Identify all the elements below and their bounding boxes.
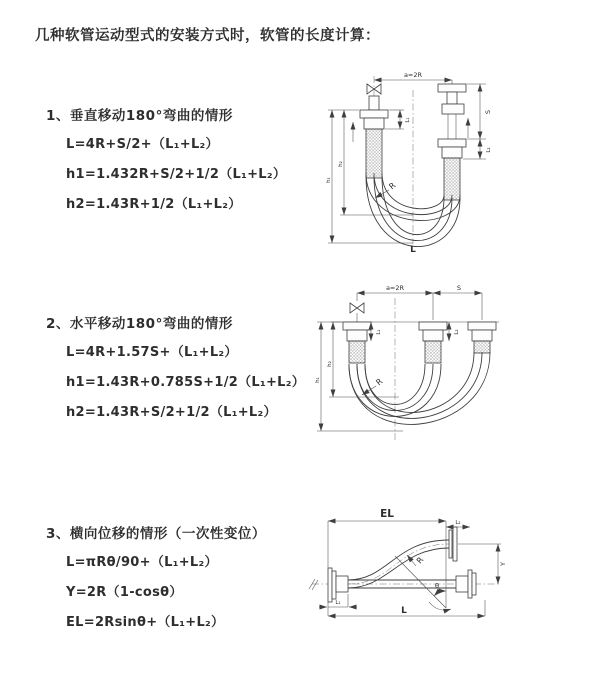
break-mark (309, 579, 318, 590)
dim-l2-label: L₂ (455, 520, 461, 526)
section-lateral-displacement (46, 522, 266, 638)
dimension-l (328, 600, 485, 616)
dim-s-label: S (456, 284, 462, 292)
right-flange (456, 570, 476, 598)
radius-callout (362, 377, 385, 395)
left-fitting (360, 96, 388, 178)
dim-s-label: S (484, 109, 492, 115)
dimension-l1 (371, 322, 382, 341)
diagram-lateral-displacement (298, 496, 598, 664)
right-fitting-lower (438, 139, 466, 200)
dim-h2-label: h₂ (338, 161, 344, 167)
diagram-vertical-180-bend (306, 64, 596, 256)
length-label: L (401, 606, 407, 616)
braided-hose-section (366, 129, 382, 178)
dim-y-label: Y (499, 562, 507, 566)
braided-hose-section (444, 158, 460, 200)
left-flange (328, 568, 348, 602)
section-1-heading: 1、垂直移动180°弯曲的情形 (46, 108, 233, 124)
formula-l: L=πRθ/90+（L₁+L₂） (66, 555, 218, 570)
dim-a-label: a=2R (385, 284, 405, 292)
section-2-heading: 2、水平移动180°弯曲的情形 (46, 316, 233, 332)
dim-el-label: EL (380, 508, 394, 520)
formula-l: L=4R+1.57S+（L₁+L₂） (66, 345, 238, 360)
section-vertical-movement (46, 104, 286, 220)
valve-icon (350, 303, 364, 313)
formula-el: EL=2Rsinθ+（L₁+L₂） (66, 615, 225, 630)
dimension-l2 (446, 520, 470, 527)
left-fitting (343, 322, 371, 363)
formula-h2: h2=1.43R+1/2（L₁+L₂） (66, 197, 242, 212)
radius-label: R (414, 555, 426, 566)
radius-callout (375, 181, 398, 198)
curved-hose (348, 540, 449, 588)
dimension-l1 (385, 110, 411, 129)
angle-label: θ (435, 582, 439, 590)
formula-h2: h2=1.43R+S/2+1/2（L₁+L₂） (66, 405, 277, 420)
formula-l: L=4R+S/2+（L₁+L₂） (66, 137, 219, 152)
braided-hose-section (425, 341, 441, 363)
braided-hose-section (349, 341, 365, 363)
dim-l2-label: L₂ (454, 329, 460, 335)
formula-h1: h1=1.432R+S/2+1/2（L₁+L₂） (66, 167, 287, 182)
radius-label: R (387, 180, 398, 192)
section-horizontal-movement (46, 312, 305, 428)
dimension-l1 (319, 594, 357, 607)
dim-l1-label: L₁ (376, 329, 382, 335)
page-title: 几种软管运动型式的安装方式时，软管的长度计算： (35, 28, 380, 44)
right-fitting (468, 322, 496, 353)
hose-curves (349, 352, 490, 424)
diagram-horizontal-180-bend (303, 276, 600, 452)
right-fitting-upper (438, 84, 466, 139)
dimension-el (328, 508, 446, 608)
formula-y: Y=2R（1-cosθ） (66, 585, 183, 600)
upper-flange (449, 527, 457, 561)
dim-l1-label: L₁ (335, 600, 341, 606)
dim-l2-label: L₂ (486, 147, 492, 153)
dimension-a2r (374, 71, 452, 84)
dimension-s (433, 284, 482, 320)
dimension-l2 (449, 322, 460, 341)
dim-l1-label: L₁ (405, 117, 411, 123)
dimension-l2 (463, 139, 492, 159)
section-3-heading: 3、横向位移的情形（一次性变位） (46, 526, 266, 542)
dim-h1-label: h₁ (326, 177, 332, 183)
dim-h2-label: h₂ (327, 361, 333, 367)
angle-theta (429, 582, 451, 610)
length-label: L (410, 245, 416, 255)
braided-hose-section (474, 341, 490, 353)
formula-h1: h1=1.43R+0.785S+1/2（L₁+L₂） (66, 375, 306, 390)
middle-fitting (419, 322, 447, 363)
radius-label: R (374, 376, 385, 388)
dimension-s (467, 84, 492, 139)
dim-a-label: a=2R (403, 71, 423, 79)
dim-h1-label: h₁ (315, 377, 321, 383)
